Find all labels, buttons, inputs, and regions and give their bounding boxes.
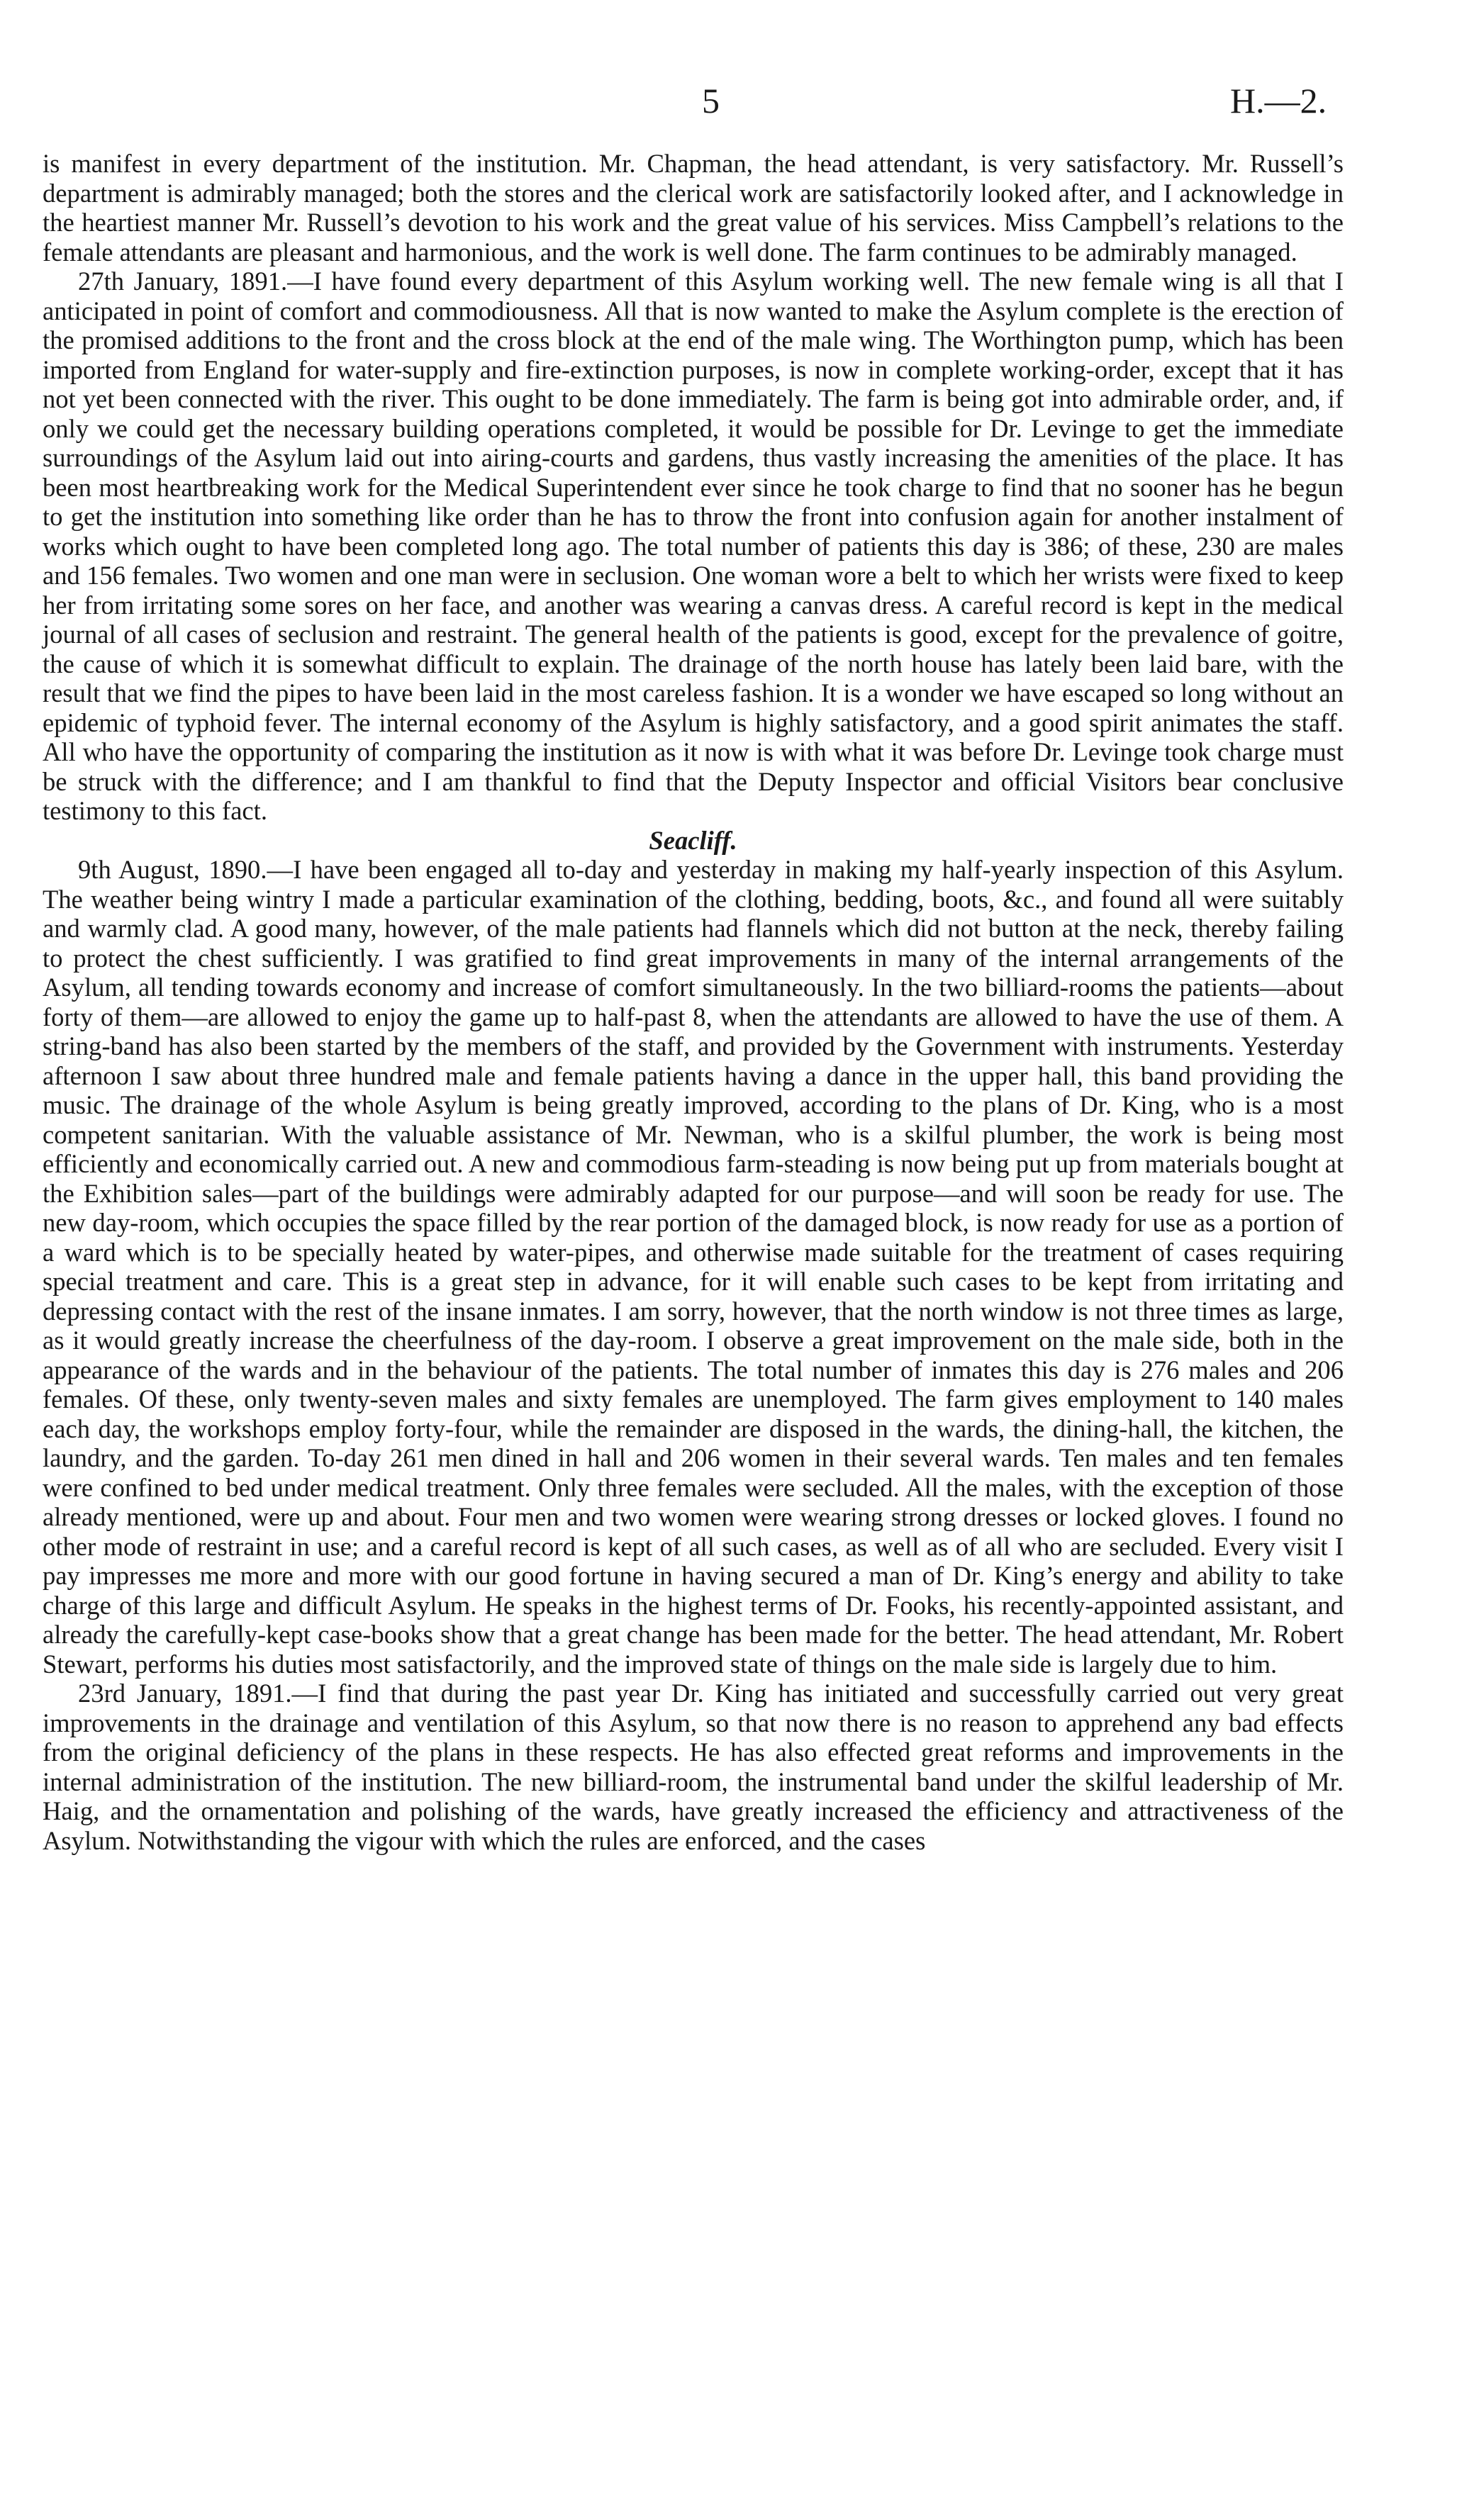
document-body [43, 149, 1344, 1855]
page-header [0, 79, 1457, 129]
paragraph-9-aug-1890: 9th August, 1890.—I have been engaged all to-day and yesterday in making my half-yearly inspection of this Asylum. The weather being wintry I made a particular examination of the clothing, bedding, boots, &c., and found all were suitably and warmly clad. A good many, however, of the male patients had flannels which did not button at the neck, thereby failing to protect the chest sufficiently. I was gratified to find great improvements in many of the internal arrangements of the Asylum, all tending towards economy and increase of comfort simultaneously. In the two billiard-rooms the patients—about forty of them—are allowed to enjoy the game up to half-past 8, when the attendants are allowed to have the use of them. A string-band has also been started by the members of the staff, and provided by the Government with instruments. Yesterday afternoon I saw about three hundred male and female patients having a dance in the upper hall, this band providing the music. The drainage of the whole Asylum is being greatly improved, according to the plans of Dr. King, who is a most competent sanitarian. With the valuable assistance of Mr. Newman, who is a skilful plumber, the work is being most efficiently and economically carried out. A new and commodious farm-steading is now being put up from materials bought at the Exhibition sales—part of the buildings were admirably adapted for our purpose—and will soon be ready for use. The new day-room, which occupies the space filled by the rear portion of the damaged block, is now ready for use as a portion of a ward which is to be specially heated by water-pipes, and otherwise made suitable for the treatment of cases requiring special treatment and care. This is a great step in advance, for it will enable such cases to be kept from irritating and depressing contact with the rest of the insane inmates. I am sorry, however, that the north window is not three times as large, as it would greatly increase the cheerfulness of the day-room. I observe a great improvement on the male side, both in the appearance of the wards and in the behaviour of the patients. The total number of inmates this day is 276 males and 206 females. Of these, only twenty-seven males and sixty females are unemployed. The farm gives employment to 140 males each day, the workshops employ forty-four, while the remainder are disposed in the wards, the dining-hall, the kitchen, the laundry, and the garden. To-day 261 men dined in hall and 206 women in their several wards. Ten males and ten females were confined to bed under medical treatment. Only three females were secluded. All the males, with the exception of those already mentioned, were up and about. Four men and two women were wearing strong dresses or locked gloves. I found no other mode of restraint in use; and a careful record is kept of all such cases, as well as of all who are secluded. Every visit I pay impresses me more and more with our good fortune in having secured a man of Dr. King’s energy and ability to take charge of this large and difficult Asylum. He speaks in the highest terms of Dr. Fooks, his recently-appointed assistant, and already the carefully-kept case-books show that a great change has been made for the better. The head attendant, Mr. Robert Stewart, performs his duties most satisfactorily, and the improved state of things on the male side is largely due to him. [43, 855, 1344, 1679]
paragraph-continuation: is manifest in every department of the institution. Mr. Chapman, the head attendant, is very satisfactory. Mr. Russell’s department is admirably managed; both the stores and the clerical work are satisfactorily looked after, and I acknowledge in the heartiest manner Mr. Russell’s devotion to his work and the great value of his services. Miss Campbell’s relations to the female attendants are pleasant and harmonious, and the work is well done. The farm continues to be admirably managed. [43, 149, 1344, 267]
page-number: 5 [702, 81, 720, 121]
paragraph-23-jan-1891: 23rd January, 1891.—I find that during the past year Dr. King has initiated and successfully carried out very great improvements in the drainage and ventilation of this Asylum, so that now there is no reason to apprehend any bad effects from the original deficiency of the plans in these respects. He has also effected great reforms and improvements in the internal administration of the institution. The new billiard-room, the instrumental band under the skilful leadership of Mr. Haig, and the ornamentation and polishing of the wards, have greatly increased the efficiency and attractiveness of the Asylum. Notwithstanding the vigour with which the rules are enforced, and the cases [43, 1679, 1344, 1855]
paragraph-27-jan-1891: 27th January, 1891.—I have found every department of this Asylum working well. The new female wing is all that I anticipated in point of comfort and commodiousness. All that is now wanted to make the Asylum complete is the erection of the promised additions to the front and the cross block at the end of the male wing. The Worthington pump, which has been imported from England for water-supply and fire-extinction purposes, is now in complete working-order, except that it has not yet been connected with the river. This ought to be done immediately. The farm is being got into admirable order, and, if only we could get the necessary building operations completed, it would be possible for Dr. Levinge to get the immediate surroundings of the Asylum laid out into airing-courts and gardens, thus vastly increasing the amenities of the place. It has been most heartbreaking work for the Medical Superintendent ever since he took charge to find that no sooner has he begun to get the institution into something like order than he has to throw the front into confusion again for another instalment of works which ought to have been completed long ago. The total number of patients this day is 386; of these, 230 are males and 156 females. Two women and one man were in seclusion. One woman wore a belt to which her wrists were fixed to keep her from irritating some sores on her face, and another was wearing a canvas dress. A careful record is kept in the medical journal of all cases of seclusion and restraint. The general health of the patients is good, except for the prevalence of goitre, the cause of which it is somewhat difficult to explain. The drainage of the north house has lately been laid bare, with the result that we find the pipes to have been laid in the most careless fashion. It is a wonder we have escaped so long without an epidemic of typhoid fever. The internal economy of the Asylum is highly satisfactory, and a good spirit animates the staff. All who have the opportunity of comparing the institution as it now is with what it was before Dr. Levinge took charge must be struck with the difference; and I am thankful to find that the Deputy Inspector and official Visitors bear conclusive testimony to this fact. [43, 267, 1344, 825]
section-heading-seacliff: Seacliff. [649, 825, 737, 855]
paper-reference: H.—2. [1230, 81, 1327, 121]
